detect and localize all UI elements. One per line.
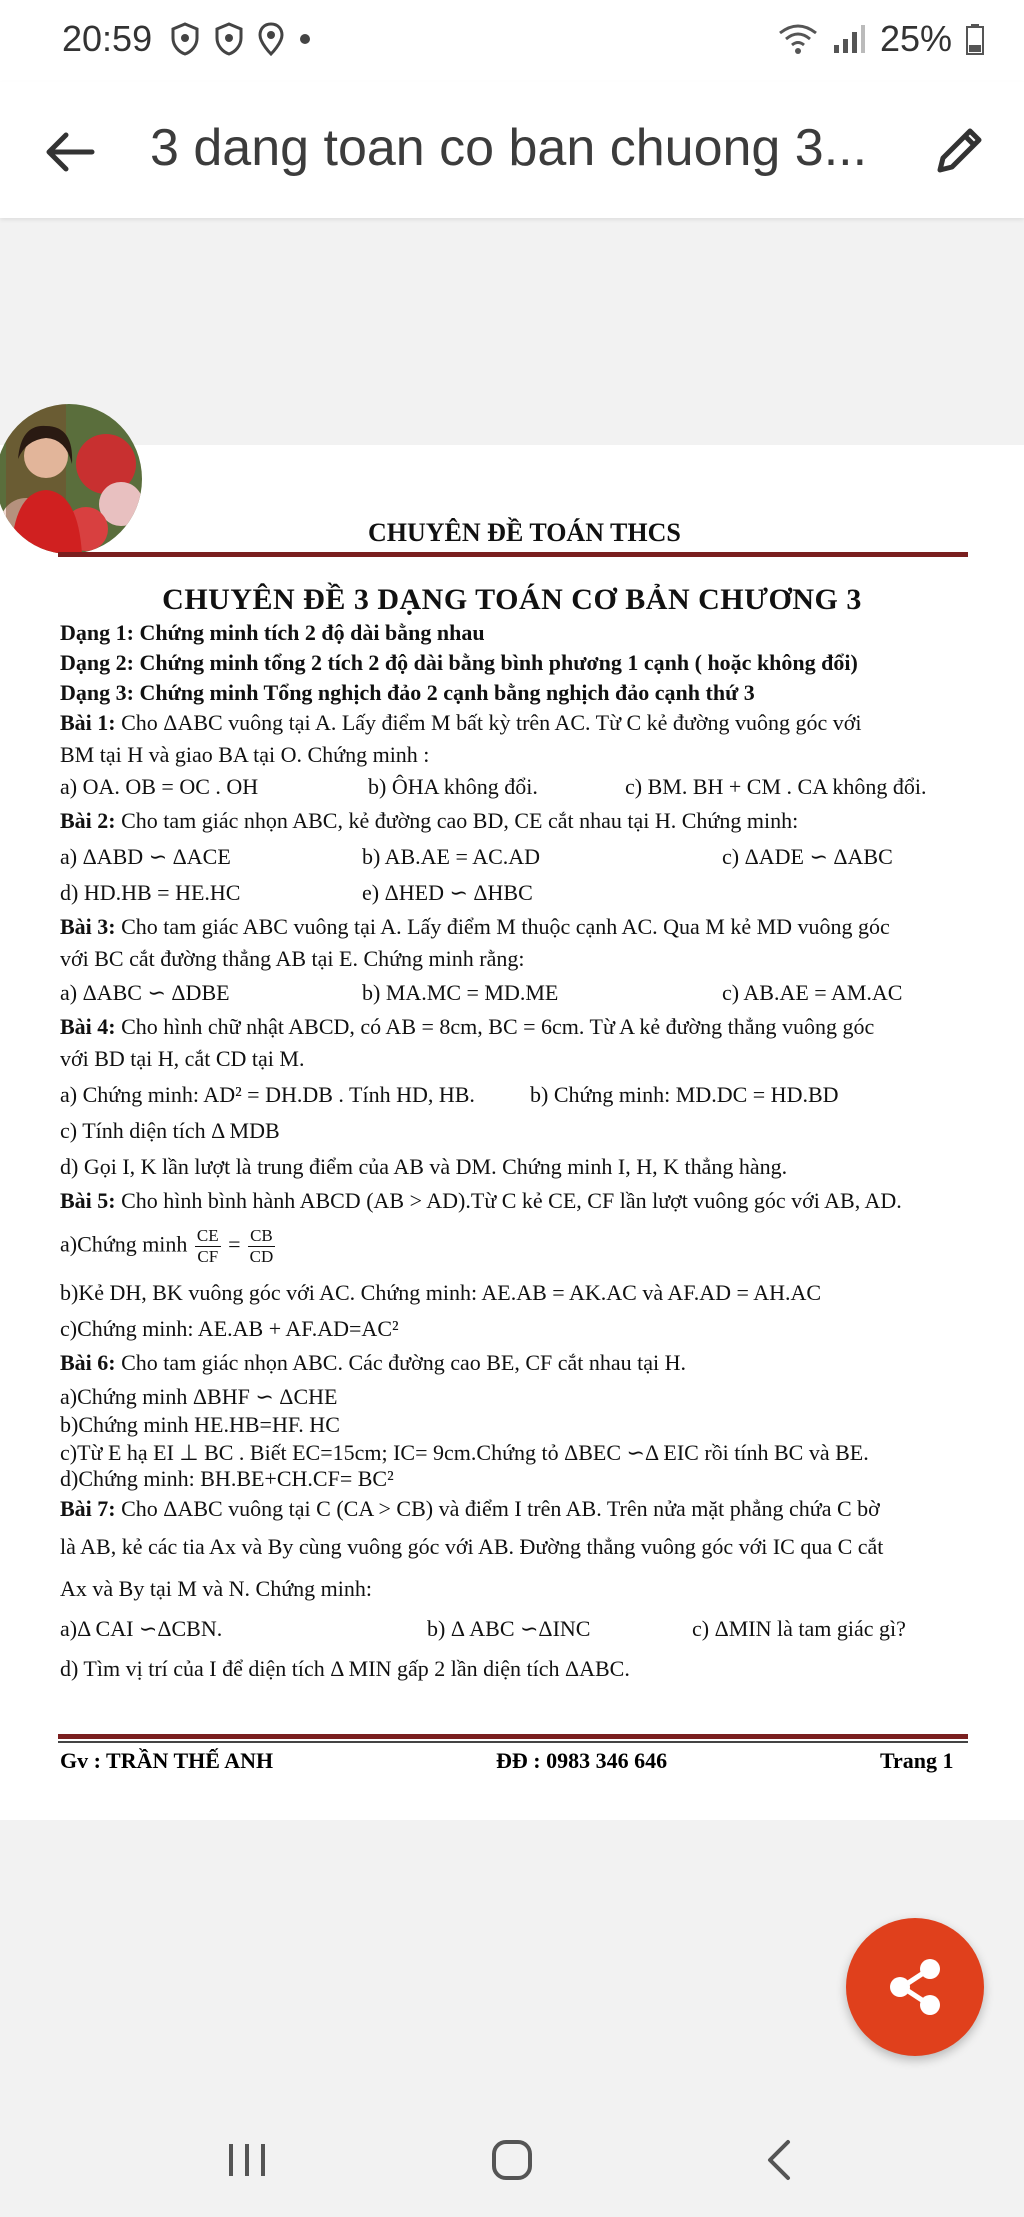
doc-line: Bài 1: Cho ΔABC vuông tại A. Lấy điểm M bất kỳ trên AC. Từ C kẻ đường vuông góc với (60, 710, 862, 735)
doc-line: Bài 4: Cho hình chữ nhật ABCD, có AB = 8cm, BC = 6cm. Từ A kẻ đường thẳng vuông góc (60, 1014, 875, 1039)
doc-line: với BD tại H, cắt CD tại M. (60, 1046, 305, 1071)
doc-line: Bài 7: Cho ΔABC vuông tại C (CA > CB) và điểm I trên AB. Trên nửa mặt phẳng chứa C bờ (60, 1496, 880, 1521)
doc-line: a) ΔABC ∽ ΔDBE b) MA.MC = MD.ME c) AB.AE = AM.AC (60, 980, 903, 1005)
footer-teacher: Gv : TRẦN THẾ ANH (60, 1748, 274, 1773)
system-nav-bar (0, 2100, 1024, 2217)
recent-apps-icon[interactable] (217, 2130, 277, 2190)
fraction-ce-cf: $\frac{CE}{CF}$ (196, 1226, 219, 1266)
doc-line: c)Từ E hạ EI ⊥ BC . Biết EC=15cm; IC= 9cm.Chứng tỏ ΔBEC ∽Δ EIC rồi tính BC và BE. (60, 1440, 869, 1465)
battery-icon (966, 23, 984, 55)
back-arrow-icon[interactable] (40, 122, 100, 182)
doc-line: Bài 5: Cho hình bình hành ABCD (AB > AD).Từ C kẻ CE, CF lần lượt vuông góc với AB, AD. (60, 1188, 902, 1213)
doc-line: Ax và By tại M và N. Chứng minh: (60, 1576, 372, 1601)
doc-line: Dạng 1: Chứng minh tích 2 độ dài bằng nhau (60, 620, 485, 645)
doc-line: a) OA. OB = OC . OH b) ÔHA không đổi. c) BM. BH + CM . CA không đổi. (60, 774, 927, 799)
shield-icon (170, 22, 200, 56)
back-nav-icon[interactable] (750, 2130, 810, 2190)
doc-line: a)Chứng minh $\frac{CE}{CF}$ = $\frac{CB}{CD}$ (60, 1226, 274, 1266)
pencil-edit-icon[interactable] (930, 120, 990, 180)
fraction-cb-cd: $\frac{CB}{CD}$ (249, 1226, 274, 1266)
doc-line: c) Tính diện tích Δ MDB (60, 1118, 280, 1143)
doc-line: BM tại H và giao BA tại O. Chứng minh : (60, 742, 430, 767)
share-icon (846, 1918, 984, 2056)
status-system-icons (778, 18, 984, 60)
status-notification-icons (170, 22, 312, 56)
footer-page: Trang 1 (880, 1748, 954, 1773)
doc-line: c)Chứng minh: AE.AB + AF.AD=AC² (60, 1316, 399, 1341)
doc-line: b)Kẻ DH, BK vuông góc với AC. Chứng minh: AE.AB = AK.AC và AF.AD = AH.AC (60, 1280, 822, 1305)
doc-line: Bài 6: Cho tam giác nhọn ABC. Các đường cao BE, CF cắt nhau tại H. (60, 1350, 687, 1375)
doc-line: a) ΔABD ∽ ΔACE b) AB.AE = AC.AD c) ΔADE ∽ ΔABC (60, 844, 893, 869)
signal-icon (832, 23, 866, 55)
doc-line: là AB, kẻ các tia Ax và By cùng vuông góc với AB. Đường thẳng vuông góc với IC qua C cắt (60, 1534, 884, 1559)
document-header: CHUYÊN ĐỀ TOÁN THCS (368, 518, 681, 547)
document-title: 3 dang toan co ban chuong 3... (150, 119, 868, 177)
status-bar (0, 0, 1024, 82)
document-main-title: CHUYÊN ĐỀ 3 DẠNG TOÁN CƠ BẢN CHƯƠNG 3 (162, 583, 862, 616)
doc-line: d) Tìm vị trí của I để diện tích Δ MIN gấp 2 lần diện tích ΔABC. (60, 1656, 630, 1681)
doc-line: a) Chứng minh: AD² = DH.DB . Tính HD, HB. b) Chứng minh: MD.DC = HD.BD (60, 1082, 839, 1107)
doc-line: Dạng 3: Chứng minh Tổng nghịch đảo 2 cạnh bằng nghịch đảo cạnh thứ 3 (60, 680, 755, 705)
doc-line: Dạng 2: Chứng minh tổng 2 tích 2 độ dài bằng bình phương 1 cạnh ( hoặc không đổi) (60, 650, 858, 675)
doc-line: d) Gọi I, K lần lượt là trung điểm của AB và DM. Chứng minh I, H, K thẳng hàng. (60, 1154, 788, 1179)
footer-rule-thin (58, 1741, 968, 1743)
status-time: 20:59 (62, 18, 153, 59)
doc-line: a)Chứng minh ΔBHF ∽ ΔCHE (60, 1384, 338, 1409)
doc-line: a)Δ CAI ∽ΔCBN. b) Δ ABC ∽ΔINC c) ΔMIN là tam giác gì? (60, 1616, 906, 1641)
doc-line: b)Chứng minh HE.HB=HF. HC (60, 1412, 340, 1437)
doc-line: d)Chứng minh: BH.BE+CH.CF= BC² (60, 1466, 394, 1491)
doc-line: Bài 3: Cho tam giác ABC vuông tại A. Lấy điểm M thuộc cạnh AC. Qua M kẻ MD vuông góc (60, 914, 890, 939)
share-button[interactable] (846, 1918, 984, 2056)
location-icon (258, 22, 284, 56)
footer-rule (58, 1734, 968, 1739)
battery-percent: 25% (879, 18, 952, 59)
dot-icon (298, 32, 312, 46)
header-rule (58, 552, 968, 557)
doc-line: Bài 2: Cho tam giác nhọn ABC, kẻ đường cao BD, CE cắt nhau tại H. Chứng minh: (60, 808, 799, 833)
author-avatar (0, 404, 142, 554)
shield-icon (214, 22, 244, 56)
doc-line: d) HD.HB = HE.HC e) ΔHED ∽ ΔHBC (60, 880, 533, 905)
app-bar (0, 82, 1024, 218)
doc-line: với BC cắt đường thẳng AB tại E. Chứng minh rằng: (60, 946, 525, 971)
wifi-icon (778, 23, 818, 55)
home-icon[interactable] (482, 2130, 542, 2190)
footer-phone: ĐĐ : 0983 346 646 (496, 1748, 668, 1773)
